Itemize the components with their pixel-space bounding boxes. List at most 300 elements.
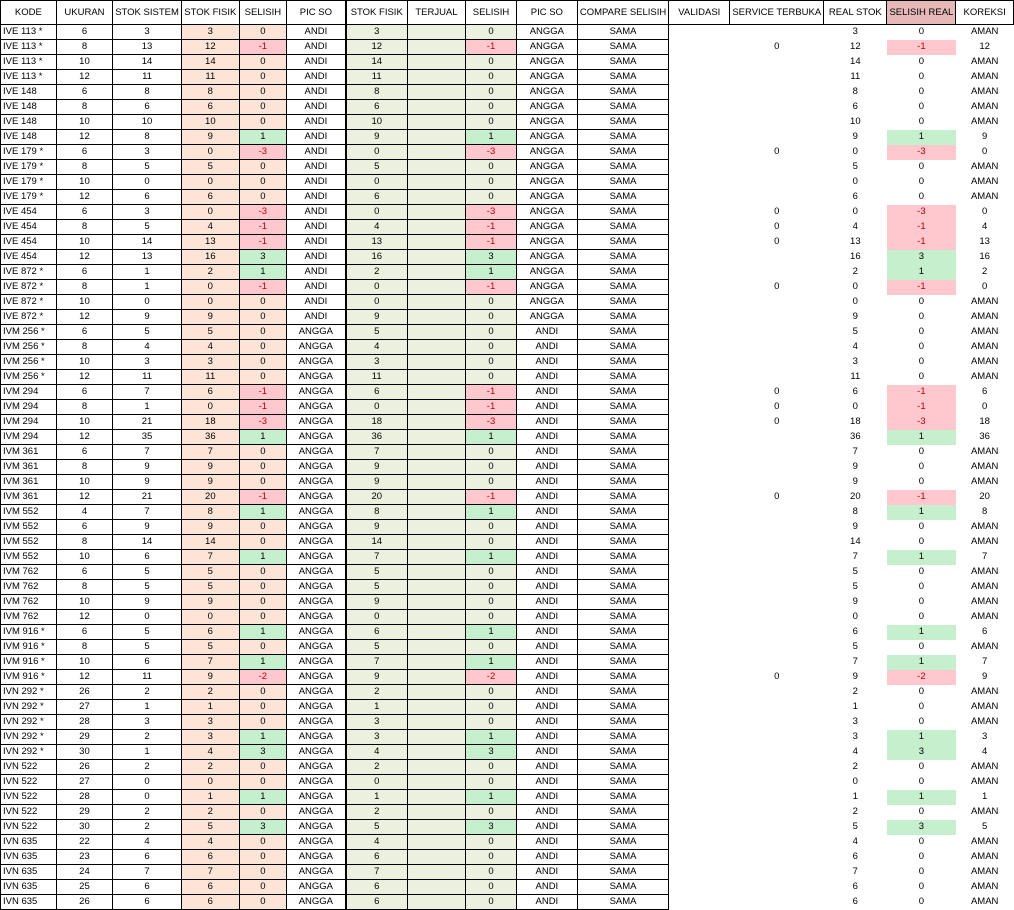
cell-stok-fisik-2[interactable]: 9 xyxy=(346,130,407,145)
cell-koreksi[interactable]: AMAN xyxy=(970,806,999,817)
cell-ukuran[interactable]: 6 xyxy=(56,520,112,535)
cell-terjual[interactable] xyxy=(407,160,465,175)
cell-validasi[interactable] xyxy=(669,175,730,190)
cell-terjual[interactable] xyxy=(407,865,465,880)
cell-ukuran[interactable]: 12 xyxy=(56,310,112,325)
cell-real-stok[interactable]: 9 xyxy=(852,131,858,142)
cell-stok-fisik-2[interactable]: 0 xyxy=(346,175,407,190)
cell-kode[interactable]: IVE 113 * xyxy=(1,25,57,40)
cell-stok-fisik[interactable]: 9 xyxy=(181,595,239,610)
cell-real-stok[interactable]: 7 xyxy=(852,551,858,562)
cell-service-terbuka[interactable] xyxy=(730,325,824,340)
cell-selisih[interactable]: 1 xyxy=(239,130,286,145)
cell-validasi[interactable] xyxy=(669,865,730,880)
cell-kode[interactable]: IVN 292 * xyxy=(1,700,57,715)
cell-stok-fisik[interactable]: 0 xyxy=(181,205,239,220)
cell-compare-selisih[interactable]: SAMA xyxy=(577,220,668,235)
cell-pic-so-2[interactable]: ANDI xyxy=(516,535,577,550)
cell-compare-selisih[interactable]: SAMA xyxy=(577,385,668,400)
cell-stok-fisik[interactable]: 5 xyxy=(181,820,239,835)
cell-real-stok[interactable]: 11 xyxy=(850,71,861,82)
cell-stok-fisik-2[interactable]: 6 xyxy=(346,880,407,895)
cell-selisih-2[interactable]: 0 xyxy=(466,445,517,460)
cell-stok-sistem[interactable]: 2 xyxy=(113,820,182,835)
cell-real-stok[interactable]: 14 xyxy=(850,536,861,547)
cell-stok-fisik-2[interactable]: 36 xyxy=(346,430,407,445)
cell-stok-fisik[interactable]: 4 xyxy=(181,340,239,355)
cell-selisih[interactable]: 0 xyxy=(239,520,286,535)
cell-stok-sistem[interactable]: 6 xyxy=(113,850,182,865)
cell-stok-fisik[interactable]: 9 xyxy=(181,475,239,490)
cell-compare-selisih[interactable]: SAMA xyxy=(577,895,668,910)
cell-koreksi[interactable]: 0 xyxy=(982,281,988,292)
cell-compare-selisih[interactable]: SAMA xyxy=(577,115,668,130)
cell-kode[interactable]: IVM 552 xyxy=(1,505,57,520)
cell-stok-fisik-2[interactable]: 11 xyxy=(346,70,407,85)
cell-stok-sistem[interactable]: 6 xyxy=(113,880,182,895)
cell-real-stok[interactable]: 2 xyxy=(852,806,858,817)
cell-kode[interactable]: IVN 522 xyxy=(1,775,57,790)
header-pic-so[interactable]: PIC SO xyxy=(286,1,345,25)
cell-pic-so[interactable]: ANGGA xyxy=(286,430,345,445)
cell-service-terbuka[interactable]: 0 xyxy=(774,206,780,217)
cell-kode[interactable]: IVM 762 xyxy=(1,610,57,625)
cell-real-stok[interactable]: 0 xyxy=(852,206,858,217)
cell-terjual[interactable] xyxy=(407,595,465,610)
cell-koreksi[interactable]: AMAN xyxy=(970,521,999,532)
cell-selisih[interactable]: 0 xyxy=(239,100,286,115)
cell-kode[interactable]: IVE 872 * xyxy=(1,265,57,280)
cell-stok-sistem[interactable]: 1 xyxy=(113,265,182,280)
cell-selisih-2[interactable]: 0 xyxy=(466,700,517,715)
cell-pic-so[interactable]: ANGGA xyxy=(286,835,345,850)
cell-selisih-real[interactable]: 0 xyxy=(918,461,925,472)
cell-ukuran[interactable]: 10 xyxy=(56,475,112,490)
cell-terjual[interactable] xyxy=(407,445,465,460)
cell-ukuran[interactable]: 6 xyxy=(56,265,112,280)
cell-compare-selisih[interactable]: SAMA xyxy=(577,790,668,805)
cell-validasi[interactable] xyxy=(669,415,730,430)
cell-selisih-real[interactable]: 1 xyxy=(887,130,956,145)
cell-selisih-2[interactable]: 0 xyxy=(466,160,517,175)
cell-koreksi[interactable]: 7 xyxy=(982,551,988,562)
cell-service-terbuka[interactable] xyxy=(730,430,824,445)
cell-validasi[interactable] xyxy=(669,490,730,505)
cell-selisih[interactable]: 0 xyxy=(239,475,286,490)
cell-stok-sistem[interactable]: 6 xyxy=(113,100,182,115)
cell-ukuran[interactable]: 10 xyxy=(56,595,112,610)
cell-validasi[interactable] xyxy=(669,85,730,100)
cell-stok-sistem[interactable]: 5 xyxy=(113,325,182,340)
cell-kode[interactable]: IVE 113 * xyxy=(1,70,57,85)
cell-service-terbuka[interactable] xyxy=(730,730,824,745)
cell-service-terbuka[interactable] xyxy=(730,445,824,460)
cell-kode[interactable]: IVE 454 xyxy=(1,205,57,220)
cell-terjual[interactable] xyxy=(407,625,465,640)
cell-pic-so-2[interactable]: ANDI xyxy=(516,325,577,340)
cell-pic-so-2[interactable]: ANDI xyxy=(516,880,577,895)
cell-koreksi[interactable]: AMAN xyxy=(970,686,999,697)
cell-koreksi[interactable]: 8 xyxy=(982,506,988,517)
cell-service-terbuka[interactable] xyxy=(730,190,824,205)
cell-stok-fisik[interactable]: 8 xyxy=(181,85,239,100)
cell-selisih-2[interactable]: 0 xyxy=(466,460,517,475)
cell-selisih[interactable]: -3 xyxy=(239,205,286,220)
cell-terjual[interactable] xyxy=(407,790,465,805)
cell-koreksi[interactable]: AMAN xyxy=(970,326,999,337)
cell-pic-so-2[interactable]: ANDI xyxy=(516,775,577,790)
cell-stok-fisik-2[interactable]: 9 xyxy=(346,310,407,325)
cell-stok-sistem[interactable]: 1 xyxy=(113,280,182,295)
cell-pic-so-2[interactable]: ANGGA xyxy=(516,130,577,145)
cell-pic-so[interactable]: ANGGA xyxy=(286,880,345,895)
cell-terjual[interactable] xyxy=(407,85,465,100)
cell-pic-so-2[interactable]: ANDI xyxy=(516,355,577,370)
cell-kode[interactable]: IVM 552 xyxy=(1,520,57,535)
cell-stok-fisik-2[interactable]: 18 xyxy=(346,415,407,430)
cell-validasi[interactable] xyxy=(669,805,730,820)
cell-koreksi[interactable]: 9 xyxy=(982,671,988,682)
cell-pic-so[interactable]: ANGGA xyxy=(286,685,345,700)
cell-terjual[interactable] xyxy=(407,745,465,760)
cell-stok-sistem[interactable]: 5 xyxy=(113,625,182,640)
cell-stok-fisik[interactable]: 3 xyxy=(181,730,239,745)
cell-pic-so[interactable]: ANDI xyxy=(286,235,345,250)
cell-stok-fisik-2[interactable]: 11 xyxy=(346,370,407,385)
cell-validasi[interactable] xyxy=(669,535,730,550)
cell-service-terbuka[interactable] xyxy=(730,70,824,85)
cell-koreksi[interactable]: AMAN xyxy=(970,296,999,307)
cell-terjual[interactable] xyxy=(407,640,465,655)
cell-ukuran[interactable]: 10 xyxy=(56,175,112,190)
cell-koreksi[interactable]: AMAN xyxy=(970,581,999,592)
cell-validasi[interactable] xyxy=(669,130,730,145)
cell-stok-fisik[interactable]: 5 xyxy=(181,640,239,655)
cell-stok-fisik-2[interactable]: 3 xyxy=(346,730,407,745)
cell-real-stok[interactable]: 4 xyxy=(852,221,858,232)
cell-kode[interactable]: IVE 179 * xyxy=(1,175,57,190)
cell-terjual[interactable] xyxy=(407,850,465,865)
cell-pic-so-2[interactable]: ANDI xyxy=(516,610,577,625)
cell-pic-so[interactable]: ANGGA xyxy=(286,745,345,760)
cell-pic-so[interactable]: ANDI xyxy=(286,220,345,235)
cell-stok-sistem[interactable]: 8 xyxy=(113,85,182,100)
cell-pic-so-2[interactable]: ANGGA xyxy=(516,280,577,295)
cell-kode[interactable]: IVE 454 xyxy=(1,220,57,235)
cell-validasi[interactable] xyxy=(669,340,730,355)
cell-selisih-2[interactable]: 0 xyxy=(466,115,517,130)
cell-stok-sistem[interactable]: 6 xyxy=(113,550,182,565)
cell-terjual[interactable] xyxy=(407,325,465,340)
cell-koreksi[interactable]: 2 xyxy=(982,266,988,277)
cell-selisih-real[interactable]: 0 xyxy=(918,566,925,577)
cell-kode[interactable]: IVN 292 * xyxy=(1,745,57,760)
cell-selisih-real[interactable]: 0 xyxy=(918,311,925,322)
cell-validasi[interactable] xyxy=(669,265,730,280)
cell-koreksi[interactable]: AMAN xyxy=(970,371,999,382)
cell-stok-fisik[interactable]: 6 xyxy=(181,880,239,895)
cell-real-stok[interactable]: 6 xyxy=(852,896,858,907)
cell-ukuran[interactable]: 10 xyxy=(56,295,112,310)
cell-ukuran[interactable]: 27 xyxy=(56,700,112,715)
cell-terjual[interactable] xyxy=(407,355,465,370)
cell-koreksi[interactable]: AMAN xyxy=(970,191,999,202)
cell-koreksi[interactable]: AMAN xyxy=(970,596,999,607)
cell-validasi[interactable] xyxy=(669,430,730,445)
cell-stok-fisik[interactable]: 9 xyxy=(181,310,239,325)
cell-selisih[interactable]: 0 xyxy=(239,445,286,460)
cell-kode[interactable]: IVN 635 xyxy=(1,835,57,850)
cell-terjual[interactable] xyxy=(407,205,465,220)
cell-validasi[interactable] xyxy=(669,640,730,655)
cell-selisih[interactable]: 0 xyxy=(239,640,286,655)
cell-ukuran[interactable]: 10 xyxy=(56,115,112,130)
cell-selisih-real[interactable]: 0 xyxy=(918,806,925,817)
cell-stok-fisik[interactable]: 14 xyxy=(181,55,239,70)
cell-stok-sistem[interactable]: 0 xyxy=(113,790,182,805)
cell-selisih[interactable]: 0 xyxy=(239,565,286,580)
cell-pic-so[interactable]: ANGGA xyxy=(286,520,345,535)
cell-ukuran[interactable]: 8 xyxy=(56,460,112,475)
cell-selisih-2[interactable]: 0 xyxy=(466,865,517,880)
cell-selisih-real[interactable]: 0 xyxy=(918,641,925,652)
cell-pic-so-2[interactable]: ANGGA xyxy=(516,160,577,175)
cell-real-stok[interactable]: 36 xyxy=(850,431,861,442)
cell-selisih[interactable]: 0 xyxy=(239,610,286,625)
cell-selisih-real[interactable]: -1 xyxy=(887,490,956,505)
cell-pic-so[interactable]: ANGGA xyxy=(286,355,345,370)
cell-pic-so-2[interactable]: ANDI xyxy=(516,850,577,865)
cell-stok-sistem[interactable]: 13 xyxy=(113,250,182,265)
cell-kode[interactable]: IVN 635 xyxy=(1,880,57,895)
cell-stok-fisik-2[interactable]: 7 xyxy=(346,655,407,670)
cell-compare-selisih[interactable]: SAMA xyxy=(577,430,668,445)
cell-pic-so[interactable]: ANGGA xyxy=(286,535,345,550)
cell-kode[interactable]: IVM 294 xyxy=(1,385,57,400)
cell-stok-fisik-2[interactable]: 6 xyxy=(346,100,407,115)
cell-selisih-real[interactable]: 0 xyxy=(918,536,925,547)
cell-ukuran[interactable]: 10 xyxy=(56,235,112,250)
cell-selisih-2[interactable]: 0 xyxy=(466,340,517,355)
cell-pic-so[interactable]: ANGGA xyxy=(286,610,345,625)
cell-stok-fisik-2[interactable]: 3 xyxy=(346,25,407,40)
cell-pic-so-2[interactable]: ANGGA xyxy=(516,40,577,55)
cell-stok-fisik[interactable]: 2 xyxy=(181,805,239,820)
cell-pic-so-2[interactable]: ANGGA xyxy=(516,310,577,325)
cell-stok-sistem[interactable]: 21 xyxy=(113,490,182,505)
cell-terjual[interactable] xyxy=(407,535,465,550)
cell-service-terbuka[interactable] xyxy=(730,580,824,595)
cell-selisih-2[interactable]: 0 xyxy=(466,175,517,190)
cell-pic-so-2[interactable]: ANGGA xyxy=(516,100,577,115)
cell-pic-so-2[interactable]: ANGGA xyxy=(516,220,577,235)
cell-pic-so[interactable]: ANDI xyxy=(286,145,345,160)
cell-validasi[interactable] xyxy=(669,565,730,580)
cell-selisih-real[interactable]: -1 xyxy=(887,400,956,415)
cell-selisih[interactable]: 0 xyxy=(239,760,286,775)
cell-terjual[interactable] xyxy=(407,130,465,145)
cell-pic-so-2[interactable]: ANGGA xyxy=(516,145,577,160)
cell-stok-fisik[interactable]: 0 xyxy=(181,145,239,160)
cell-service-terbuka[interactable] xyxy=(730,640,824,655)
cell-stok-fisik[interactable]: 2 xyxy=(181,265,239,280)
cell-ukuran[interactable]: 25 xyxy=(56,880,112,895)
cell-selisih-2[interactable]: 0 xyxy=(466,610,517,625)
cell-selisih-2[interactable]: 1 xyxy=(466,625,517,640)
cell-stok-fisik[interactable]: 6 xyxy=(181,850,239,865)
cell-stok-fisik[interactable]: 11 xyxy=(181,70,239,85)
cell-selisih[interactable]: -1 xyxy=(239,235,286,250)
cell-terjual[interactable] xyxy=(407,565,465,580)
cell-koreksi[interactable]: AMAN xyxy=(970,701,999,712)
cell-real-stok[interactable]: 5 xyxy=(852,566,858,577)
cell-koreksi[interactable]: AMAN xyxy=(970,866,999,877)
cell-stok-sistem[interactable]: 3 xyxy=(113,145,182,160)
cell-stok-sistem[interactable]: 2 xyxy=(113,730,182,745)
cell-real-stok[interactable]: 5 xyxy=(852,161,858,172)
cell-selisih[interactable]: -3 xyxy=(239,415,286,430)
cell-stok-fisik-2[interactable]: 8 xyxy=(346,505,407,520)
cell-stok-fisik-2[interactable]: 6 xyxy=(346,625,407,640)
cell-stok-fisik-2[interactable]: 5 xyxy=(346,565,407,580)
cell-selisih[interactable]: 0 xyxy=(239,295,286,310)
cell-terjual[interactable] xyxy=(407,730,465,745)
cell-stok-fisik-2[interactable]: 8 xyxy=(346,85,407,100)
cell-stok-sistem[interactable]: 1 xyxy=(113,700,182,715)
cell-selisih[interactable]: 1 xyxy=(239,655,286,670)
cell-koreksi[interactable]: AMAN xyxy=(970,836,999,847)
cell-koreksi[interactable]: 13 xyxy=(979,236,990,247)
cell-compare-selisih[interactable]: SAMA xyxy=(577,595,668,610)
cell-real-stok[interactable]: 6 xyxy=(852,851,858,862)
cell-selisih-2[interactable]: 0 xyxy=(466,835,517,850)
cell-ukuran[interactable]: 26 xyxy=(56,895,112,910)
cell-real-stok[interactable]: 12 xyxy=(850,41,861,52)
cell-stok-sistem[interactable]: 14 xyxy=(113,535,182,550)
cell-stok-fisik-2[interactable]: 5 xyxy=(346,580,407,595)
cell-ukuran[interactable]: 8 xyxy=(56,220,112,235)
cell-stok-fisik-2[interactable]: 0 xyxy=(346,280,407,295)
cell-kode[interactable]: IVE 148 xyxy=(1,115,57,130)
cell-service-terbuka[interactable] xyxy=(730,850,824,865)
cell-stok-sistem[interactable]: 11 xyxy=(113,370,182,385)
cell-selisih[interactable]: 0 xyxy=(239,85,286,100)
cell-stok-fisik-2[interactable]: 6 xyxy=(346,190,407,205)
header-stok-fisik[interactable]: STOK FISIK xyxy=(181,1,239,25)
cell-selisih-2[interactable]: 0 xyxy=(466,760,517,775)
cell-koreksi[interactable]: 4 xyxy=(982,746,988,757)
cell-stok-fisik-2[interactable]: 7 xyxy=(346,865,407,880)
cell-compare-selisih[interactable]: SAMA xyxy=(577,610,668,625)
cell-koreksi[interactable]: 4 xyxy=(982,221,988,232)
cell-stok-fisik[interactable]: 0 xyxy=(181,610,239,625)
cell-pic-so[interactable]: ANGGA xyxy=(286,505,345,520)
cell-real-stok[interactable]: 4 xyxy=(852,746,858,757)
cell-ukuran[interactable]: 27 xyxy=(56,775,112,790)
cell-terjual[interactable] xyxy=(407,490,465,505)
cell-stok-sistem[interactable]: 14 xyxy=(113,235,182,250)
header-stok-fisik-2[interactable]: STOK FISIK xyxy=(346,1,407,25)
cell-stok-fisik-2[interactable]: 1 xyxy=(346,700,407,715)
cell-pic-so-2[interactable]: ANGGA xyxy=(516,55,577,70)
cell-selisih-real[interactable]: 0 xyxy=(918,101,925,112)
cell-pic-so[interactable]: ANGGA xyxy=(286,715,345,730)
cell-selisih[interactable]: 0 xyxy=(239,700,286,715)
cell-service-terbuka[interactable] xyxy=(730,460,824,475)
cell-selisih[interactable]: 0 xyxy=(239,580,286,595)
cell-pic-so-2[interactable]: ANDI xyxy=(516,565,577,580)
cell-selisih-real[interactable]: 1 xyxy=(887,790,956,805)
cell-pic-so[interactable]: ANDI xyxy=(286,310,345,325)
cell-kode[interactable]: IVM 916 * xyxy=(1,655,57,670)
cell-kode[interactable]: IVN 522 xyxy=(1,805,57,820)
header-pic-so-2[interactable]: PIC SO xyxy=(516,1,577,25)
cell-service-terbuka[interactable] xyxy=(730,295,824,310)
cell-service-terbuka[interactable] xyxy=(730,895,824,910)
cell-kode[interactable]: IVM 552 xyxy=(1,550,57,565)
cell-pic-so[interactable]: ANGGA xyxy=(286,790,345,805)
cell-pic-so-2[interactable]: ANDI xyxy=(516,805,577,820)
cell-pic-so[interactable]: ANDI xyxy=(286,280,345,295)
cell-stok-fisik[interactable]: 5 xyxy=(181,160,239,175)
cell-stok-fisik-2[interactable]: 5 xyxy=(346,325,407,340)
cell-selisih[interactable]: 0 xyxy=(239,70,286,85)
cell-ukuran[interactable]: 12 xyxy=(56,670,112,685)
cell-kode[interactable]: IVE 113 * xyxy=(1,55,57,70)
cell-compare-selisih[interactable]: SAMA xyxy=(577,880,668,895)
cell-koreksi[interactable]: AMAN xyxy=(970,611,999,622)
cell-service-terbuka[interactable] xyxy=(730,535,824,550)
cell-service-terbuka[interactable]: 0 xyxy=(774,41,780,52)
cell-selisih-2[interactable]: 0 xyxy=(466,295,517,310)
cell-real-stok[interactable]: 9 xyxy=(852,671,858,682)
cell-selisih[interactable]: 1 xyxy=(239,505,286,520)
cell-real-stok[interactable]: 4 xyxy=(852,341,858,352)
cell-real-stok[interactable]: 9 xyxy=(852,596,858,607)
cell-pic-so-2[interactable]: ANGGA xyxy=(516,25,577,40)
cell-selisih-2[interactable]: -1 xyxy=(466,220,517,235)
cell-stok-fisik[interactable]: 4 xyxy=(181,835,239,850)
cell-selisih-real[interactable]: 1 xyxy=(887,430,956,445)
cell-terjual[interactable] xyxy=(407,895,465,910)
cell-selisih-2[interactable]: -1 xyxy=(466,235,517,250)
cell-koreksi[interactable]: AMAN xyxy=(970,101,999,112)
cell-stok-fisik[interactable]: 6 xyxy=(181,625,239,640)
cell-real-stok[interactable]: 5 xyxy=(852,581,858,592)
cell-service-terbuka[interactable] xyxy=(730,700,824,715)
cell-pic-so[interactable]: ANDI xyxy=(286,295,345,310)
cell-stok-sistem[interactable]: 5 xyxy=(113,580,182,595)
cell-service-terbuka[interactable] xyxy=(730,610,824,625)
cell-stok-sistem[interactable]: 2 xyxy=(113,760,182,775)
cell-real-stok[interactable]: 0 xyxy=(852,296,858,307)
cell-selisih-2[interactable]: -1 xyxy=(466,280,517,295)
cell-pic-so[interactable]: ANDI xyxy=(286,160,345,175)
cell-pic-so[interactable]: ANGGA xyxy=(286,370,345,385)
cell-stok-sistem[interactable]: 7 xyxy=(113,865,182,880)
cell-validasi[interactable] xyxy=(669,385,730,400)
header-service-terbuka[interactable]: SERVICE TERBUKA xyxy=(730,1,824,25)
header-ukuran[interactable]: UKURAN xyxy=(56,1,112,25)
cell-ukuran[interactable]: 30 xyxy=(56,820,112,835)
cell-pic-so-2[interactable]: ANDI xyxy=(516,490,577,505)
cell-terjual[interactable] xyxy=(407,250,465,265)
cell-kode[interactable]: IVM 256 * xyxy=(1,325,57,340)
cell-koreksi[interactable]: AMAN xyxy=(970,116,999,127)
cell-ukuran[interactable]: 6 xyxy=(56,565,112,580)
cell-stok-fisik[interactable]: 0 xyxy=(181,295,239,310)
cell-stok-fisik[interactable]: 5 xyxy=(181,565,239,580)
